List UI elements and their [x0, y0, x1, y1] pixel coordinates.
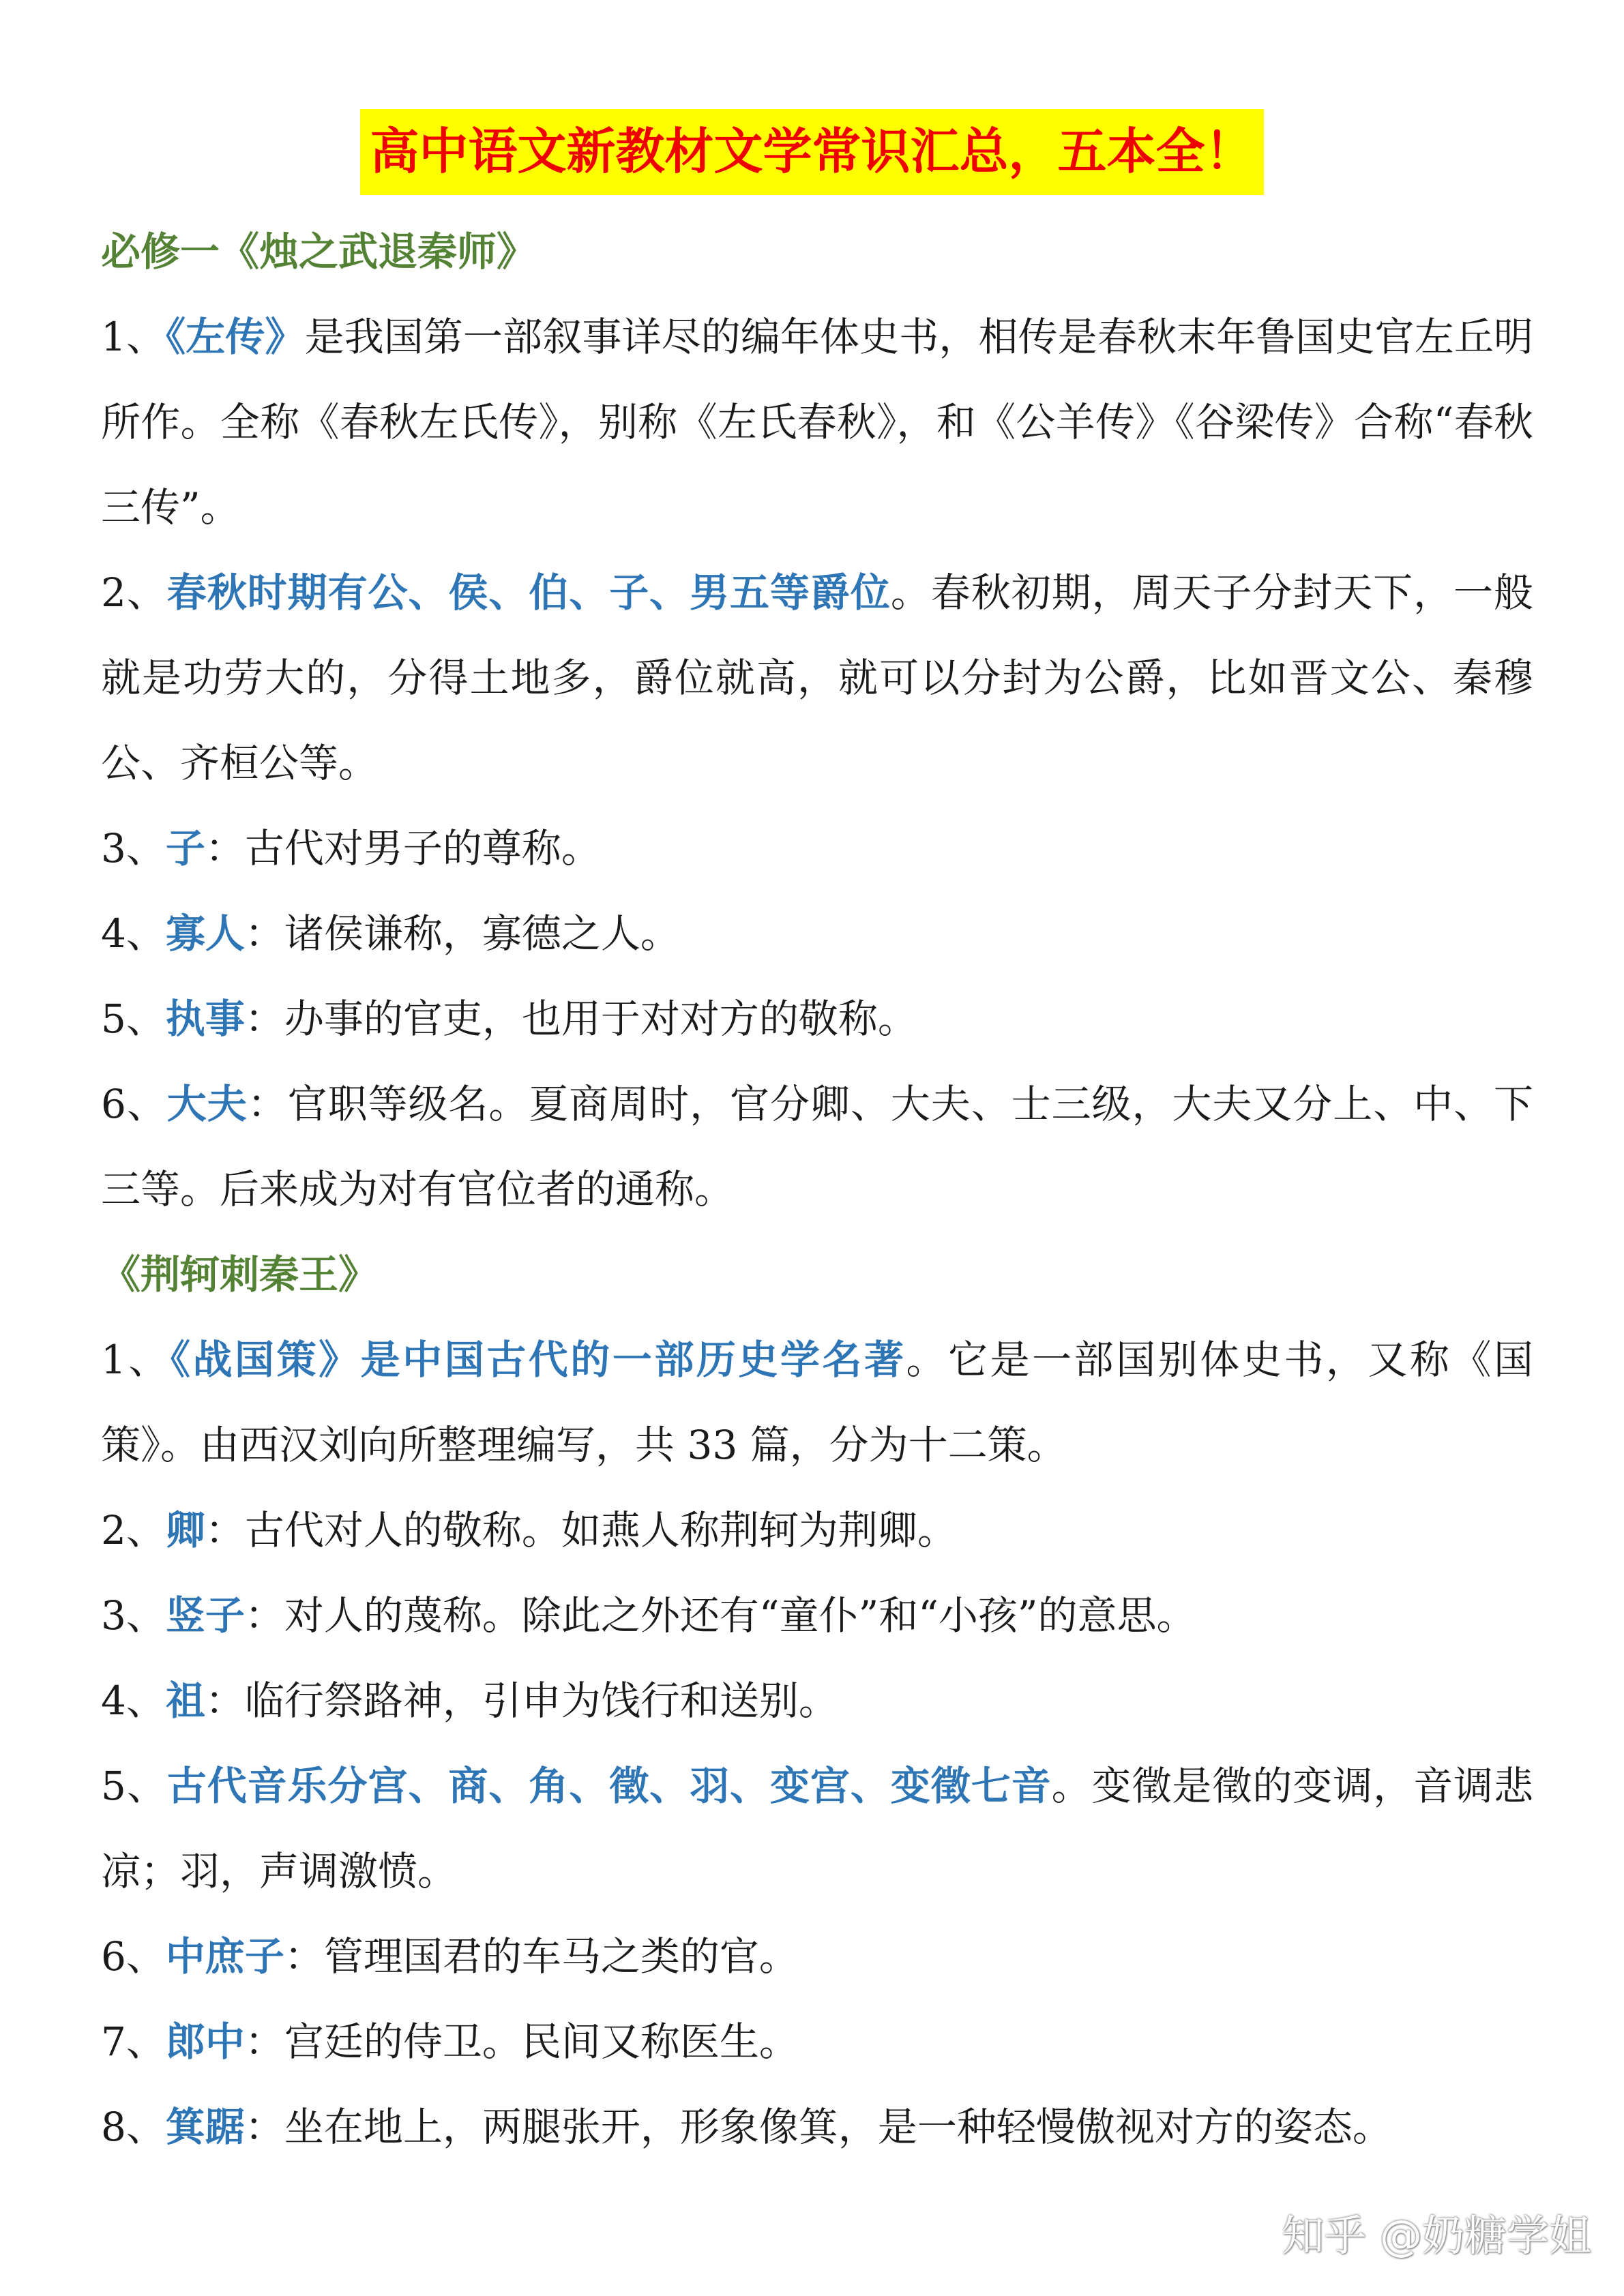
item-text: ：办事的官吏，也用于对对方的敬称。: [244, 996, 917, 1042]
item-term: 《左传》: [166, 314, 305, 360]
item-term: 春秋时期有公、侯、伯、子、男五等爵位: [166, 569, 891, 616]
list-item: [101, 976, 1533, 1062]
item-number: 8、: [101, 2104, 166, 2150]
list-item: [101, 550, 1533, 806]
item-number: 4、: [101, 1678, 166, 1724]
item-term: 《战国策》是中国古代的一部历史学名著: [170, 1337, 906, 1383]
item-text: ：临行祭路神，引申为饯行和送别。: [205, 1678, 838, 1724]
list-item: [101, 1573, 1533, 1658]
item-text: 是我国第一部叙事详尽的编年体史书，相传是春秋末年鲁国史官左丘明所作。全称《春秋左氏传》，别称《左氏春秋》，和《公羊传》《谷梁传》合称“春秋三传”。: [101, 314, 1533, 531]
list-item: [101, 1914, 1533, 1999]
item-number: 1、: [101, 314, 166, 360]
item-term: 寡人: [165, 910, 245, 957]
section-heading: 必修一《烛之武退秦师》: [101, 228, 537, 275]
section-heading: 《荆轲刺秦王》: [101, 1251, 379, 1298]
item-number: 4、: [101, 910, 166, 957]
item-text: 。它是一部国别体史书，又称《国策》。由西汉刘向所整理编写，共 33 篇，分为十二策。: [101, 1337, 1533, 1468]
list-item: [101, 1062, 1533, 1232]
item-number: 6、: [101, 1081, 167, 1127]
item-number: 2、: [101, 569, 167, 616]
item-term: 竖子: [165, 1592, 245, 1639]
list-item: [101, 891, 1533, 976]
item-term: 子: [165, 825, 205, 871]
item-text: ：官职等级名。夏商周时，官分卿、大夫、士三级，大夫又分上、中、下三等。后来成为对有官位者的通称。: [101, 1081, 1533, 1212]
item-term: 执事: [165, 996, 245, 1042]
list-item: [101, 806, 1533, 891]
list-item: [101, 1488, 1533, 1573]
list-item: [101, 1317, 1533, 1488]
item-term: 箕踞: [165, 2104, 245, 2150]
watermark: 知乎 @奶糖学姐: [1282, 2211, 1591, 2261]
item-text: ：古代对人的敬称。如燕人称荆轲为荆卿。: [205, 1507, 957, 1553]
item-text: ：宫廷的侍卫。民间又称医生。: [244, 2018, 799, 2065]
item-term: 卿: [165, 1507, 205, 1553]
item-number: 6、: [101, 1933, 166, 1980]
item-term: 大夫: [166, 1081, 248, 1127]
list-item: [101, 1744, 1533, 1914]
item-term: 中庶子: [165, 1933, 284, 1980]
item-text: ：坐在地上，两腿张开，形象像箕，是一种轻慢傲视对方的姿态。: [244, 2104, 1392, 2150]
list-item: [101, 1999, 1533, 2085]
item-number: 3、: [101, 825, 166, 871]
item-number: 5、: [101, 996, 166, 1042]
item-number: 5、: [101, 1763, 167, 1809]
list-item: [101, 2085, 1533, 2170]
item-number: 1、: [101, 1337, 171, 1383]
item-text: ：管理国君的车马之类的官。: [284, 1933, 799, 1980]
item-text: ：古代对男子的尊称。: [205, 825, 601, 871]
item-number: 7、: [101, 2018, 166, 2065]
title-row: [0, 109, 1624, 195]
item-term: 古代音乐分宫、商、角、徵、羽、变宫、变徵七音: [166, 1763, 1052, 1809]
list-item: [101, 1658, 1533, 1744]
item-text: ：对人的蔑称。除此之外还有“童仆”和“小孩”的意思。: [244, 1592, 1196, 1639]
list-item: [101, 295, 1533, 550]
item-term: 祖: [165, 1678, 205, 1724]
item-term: 郎中: [165, 2018, 245, 2065]
item-text: 。春秋初期，周天子分封天下，一般就是功劳大的，分得土地多，爵位就高，就可以分封为公爵，比如晋文公、秦穆公、齐桓公等。: [101, 569, 1533, 786]
page-title: 高中语文新教材文学常识汇总，五本全！: [360, 109, 1263, 195]
item-number: 2、: [101, 1507, 166, 1553]
item-text: 。变徵是徵的变调，音调悲凉；羽，声调激愤。: [101, 1763, 1533, 1894]
item-text: ：诸侯谦称，寡德之人。: [244, 910, 680, 957]
item-number: 3、: [101, 1592, 166, 1639]
